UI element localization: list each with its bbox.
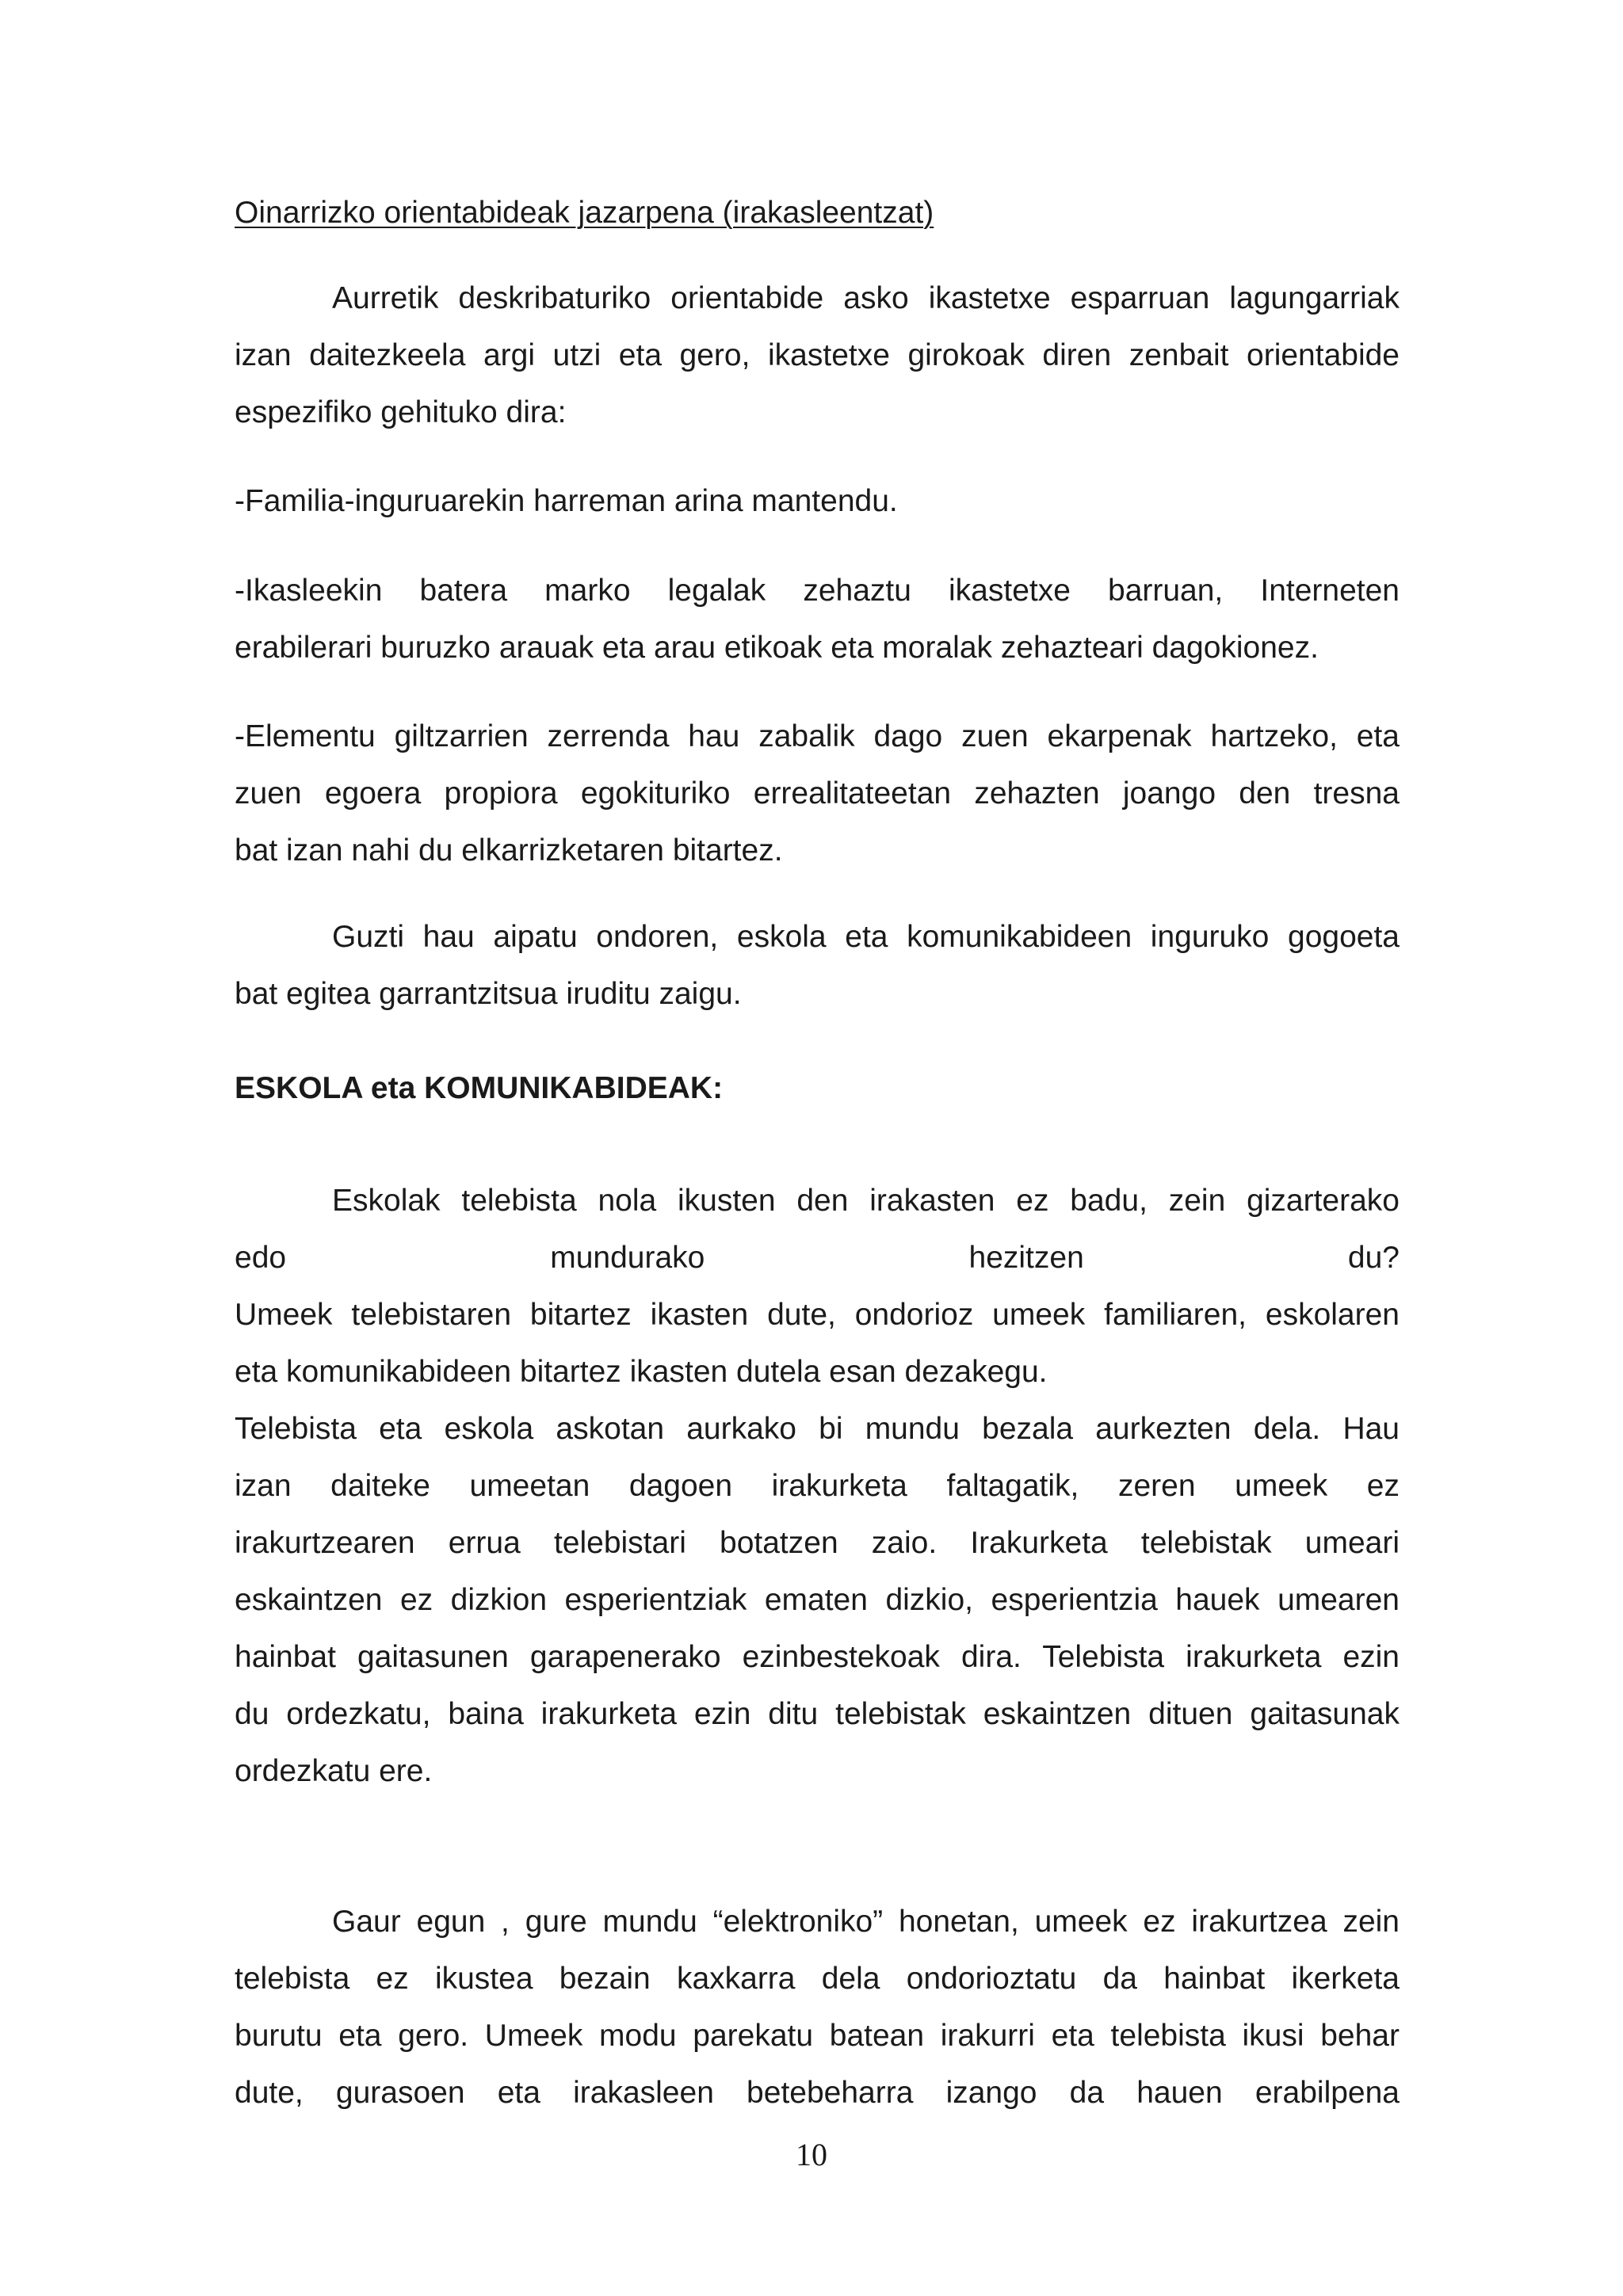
gaur-line-1: Gaur egun , gure mundu “elektroniko” honetan, umeek ez irakurtzea zein [332,1905,1400,1939]
eskolak-line-2: edo mundurako hezitzen du? [235,1241,1400,1275]
section-title: Oinarrizko orientabideak jazarpena (irakasleentzat) [235,196,934,230]
document-page [235,0,1400,2296]
item-ikasleekin-line-2: erabilerari buruzko arauak eta arau etikoak eta moralak zehazteari dagokionez. [235,631,1319,665]
gaur-line-3: burutu eta gero. Umeek modu parekatu batean irakurri eta telebista ikusi behar [235,2019,1400,2053]
item-elementu-line-2: zuen egoera propiora egokituriko errealitateetan zehazten joango den tresna [235,776,1400,810]
telebista-line-7: ordezkatu ere. [235,1754,433,1788]
telebista-line-2: izan daiteke umeetan dagoen irakurketa faltagatik, zeren umeek ez [235,1469,1400,1503]
item-elementu-line-3: bat izan nahi du elkarrizketaren bitartez. [235,833,783,868]
telebista-line-3: irakurtzearen errua telebistari botatzen zaio. Irakurketa telebistak umeari [235,1526,1400,1560]
gaur-line-4: dute, gurasoen eta irakasleen betebeharra izango da hauen erabilpena [235,2076,1400,2110]
telebista-line-6: du ordezkatu, baina irakurketa ezin ditu telebistak eskaintzen dituen gaitasunak [235,1697,1400,1731]
item-familia: -Familia-inguruarekin harreman arina mantendu. [235,484,898,518]
intro-line-3: espezifiko gehituko dira: [235,395,567,429]
item-ikasleekin-line-1: -Ikasleekin batera marko legalak zehaztu ikastetxe barruan, Interneten [235,574,1400,608]
telebista-line-5: hainbat gaitasunen garapenerako ezinbestekoak dira. Telebista irakurketa ezin [235,1640,1400,1674]
gaur-line-2: telebista ez ikustea bezain kaxkarra dela ondorioztatu da hainbat ikerketa [235,1962,1400,1996]
guzti-line-1: Guzti hau aipatu ondoren, eskola eta komunikabideen inguruko gogoeta [332,920,1400,954]
telebista-line-4: eskaintzen ez dizkion esperientziak ematen dizkio, esperientzia hauek umearen [235,1583,1400,1617]
intro-line-2: izan daitezkeela argi utzi eta gero, ikastetxe girokoak diren zenbait orientabide [235,338,1400,372]
eskolak-line-1: Eskolak telebista nola ikusten den irakasten ez badu, zein gizarterako [332,1184,1400,1218]
item-elementu-line-1: -Elementu giltzarrien zerrenda hau zabalik dago zuen ekarpenak hartzeko, eta [235,719,1400,753]
intro-line-1: Aurretik deskribaturiko orientabide asko ikastetxe esparruan lagungarriak [332,281,1400,315]
subheading: ESKOLA eta KOMUNIKABIDEAK: [235,1071,724,1105]
telebista-line-1: Telebista eta eskola askotan aurkako bi mundu bezala aurkezten dela. Hau [235,1412,1400,1446]
guzti-line-2: bat egitea garrantzitsua iruditu zaigu. [235,977,742,1011]
eskolak-line-4: eta komunikabideen bitartez ikasten dutela esan dezakegu. [235,1355,1048,1389]
eskolak-line-3: Umeek telebistaren bitartez ikasten dute, ondorioz umeek familiaren, eskolaren [235,1298,1400,1332]
page-number: 10 [796,2137,827,2172]
